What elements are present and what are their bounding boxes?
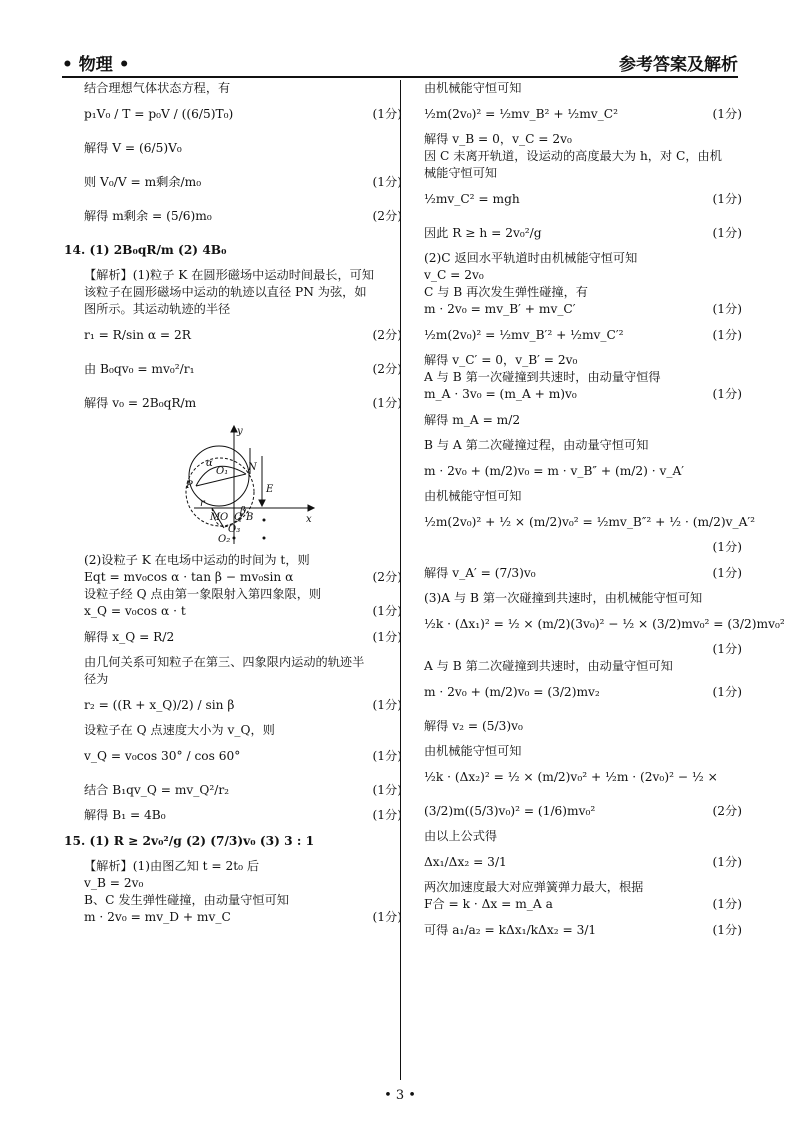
- line-text: 因 C 未离开轨道，设运动的高度最大为 h，对 C，由机: [424, 149, 722, 163]
- right-line: [424, 131, 742, 148]
- left-line: [84, 318, 402, 352]
- left-line: [84, 722, 402, 739]
- line-text: v_B = 2v₀: [84, 876, 144, 890]
- line-text: 图所示。其运动轨迹的半径: [84, 302, 231, 316]
- page-number: • 3 •: [384, 1088, 416, 1103]
- line-text: 设粒子经 Q 点由第一象限射入第四象限，则: [84, 587, 322, 601]
- right-line: [424, 675, 742, 709]
- line-text: 15. (1) R ≥ 2v₀²/g (2) (7/3)v₀ (3) 3 : 1: [64, 834, 315, 848]
- left-line: [84, 386, 402, 420]
- points-label: (1分): [712, 387, 742, 401]
- left-line: [84, 80, 402, 97]
- right-line: [424, 828, 742, 845]
- right-line: [424, 216, 742, 250]
- points-label: (1分): [372, 910, 402, 924]
- field-arrow: [259, 500, 265, 506]
- right-line: [424, 505, 756, 539]
- line-text: B、C 发生弹性碰撞，由动量守恒可知: [84, 893, 289, 907]
- page-header: [62, 46, 738, 78]
- field-dot-3: [233, 537, 235, 539]
- right-line: [424, 896, 742, 913]
- points-label: (1分): [712, 107, 742, 121]
- line-text: 由机械能守恒可知: [424, 81, 522, 95]
- line-text: (3)A 与 B 第一次碰撞到共速时，由机械能守恒可知: [424, 591, 703, 605]
- right-line: [424, 709, 742, 743]
- line-text: r₁ = R/sin α = 2R: [84, 328, 191, 342]
- line-text: 14. (1) 2B₀qR/m (2) 4B₀: [64, 243, 227, 257]
- right-line: [424, 556, 742, 590]
- line-text: 【解析】(1)粒子 K 在圆形磁场中运动时间最长，可知: [84, 268, 375, 282]
- points-label: (2分): [372, 328, 402, 342]
- line-text: B 与 A 第二次碰撞过程，由动量守恒可知: [424, 438, 649, 452]
- line-text: 解得 x_Q = R/2: [84, 630, 175, 644]
- left-line: [84, 165, 402, 199]
- line-text: 该粒子在圆形磁场中运动的轨迹以直径 PN 为弦，如: [84, 285, 367, 299]
- line-text: 解得 v₀ = 2B₀qR/m: [84, 396, 197, 410]
- points-label: (2分): [372, 362, 402, 376]
- left-line: [84, 301, 402, 318]
- line-text: 设粒子在 Q 点速度大小为 v_Q，则: [84, 723, 275, 737]
- line-text: Eqt = mv₀cos α · tan β − mv₀sin α: [84, 570, 294, 584]
- header-title: 参考答案及解析: [619, 55, 738, 75]
- line-text: (2)设粒子 K 在电场中运动的时间为 t，则: [84, 553, 310, 567]
- right-line: [424, 607, 785, 641]
- points-label: (2分): [712, 804, 742, 818]
- label-M: M: [210, 512, 221, 523]
- right-line: [424, 369, 742, 386]
- right-line: [424, 301, 742, 318]
- line-text: C 与 B 再次发生弹性碰撞，有: [424, 285, 588, 299]
- line-text: 结合理想气体状态方程，有: [84, 81, 231, 95]
- label-r: r: [200, 498, 205, 509]
- line-text: A 与 B 第二次碰撞到共速时，由动量守恒可知: [424, 659, 673, 673]
- line-text: p₁V₀ / T = p₀V / ((6/5)T₀): [84, 107, 234, 121]
- line-text: 【解析】(1)由图乙知 t = 2t₀ 后: [84, 859, 260, 873]
- left-line: [84, 909, 402, 926]
- line-text: 械能守恒可知: [424, 166, 498, 180]
- left-line: [84, 620, 402, 654]
- right-line: [424, 352, 742, 369]
- line-text: m_A · 3v₀ = (m_A + m)v₀: [424, 387, 577, 401]
- line-text: A 与 B 第一次碰撞到共速时，由动量守恒得: [424, 370, 661, 384]
- line-text: 解得 v₂ = (5/3)v₀: [424, 719, 523, 733]
- left-line: [84, 671, 402, 688]
- right-line: [424, 590, 742, 607]
- line-text: 可得 a₁/a₂ = kΔx₁/kΔx₂ = 3/1: [424, 923, 597, 937]
- right-column: [424, 80, 785, 947]
- left-line: [84, 284, 402, 301]
- points-label: (2分): [372, 209, 402, 223]
- left-line: [84, 352, 402, 386]
- points-label: (1分): [712, 855, 742, 869]
- line-text: ½m(2v₀)² + ½ × (m/2)v₀² = ½mv_B″² + ½ · (m/2)v_A′²: [424, 515, 756, 529]
- right-line: [424, 743, 742, 760]
- left-line: [84, 131, 402, 165]
- line-text: 解得 B₁ = 4B₀: [84, 808, 166, 822]
- label-E: E: [266, 484, 274, 495]
- points-label: (1分): [712, 328, 742, 342]
- right-line: [424, 250, 742, 267]
- line-text: m · 2v₀ + (m/2)v₀ = (3/2)mv₂: [424, 685, 600, 699]
- points-label: (1分): [712, 566, 742, 580]
- line-text: r₂ = ((R + x_Q)/2) / sin β: [84, 698, 235, 712]
- line-text: 由几何关系可知粒子在第三、四象限内运动的轨迹半: [84, 655, 365, 669]
- points-label: (1分): [372, 175, 402, 189]
- label-x: x: [306, 514, 312, 525]
- left-line: [84, 739, 402, 773]
- points-label: (1分): [372, 698, 402, 712]
- line-text: 由机械能守恒可知: [424, 744, 522, 758]
- line-text: 解得 V = (6/5)V₀: [84, 141, 182, 155]
- field-dot: [263, 519, 265, 521]
- line-text: m · 2v₀ + (m/2)v₀ = m · v_B″ + (m/2) · v_A′: [424, 464, 685, 478]
- left-line: [64, 824, 402, 858]
- line-text: ½mv_C² = mgh: [424, 192, 520, 206]
- points-label: (1分): [712, 302, 742, 316]
- right-line: [424, 80, 742, 97]
- line-text: 解得 v_B = 0，v_C = 2v₀: [424, 132, 572, 146]
- right-line: [424, 182, 742, 216]
- subject-label: • 物理 •: [62, 55, 130, 75]
- points-label: (1分): [372, 107, 402, 121]
- left-column: [64, 80, 402, 926]
- points-label: (1分): [372, 630, 402, 644]
- label-alpha: α: [206, 458, 213, 469]
- line-text: ½m(2v₀)² = ½mv_B² + ½mv_C²: [424, 107, 618, 121]
- line-text: (2)C 返回水平轨道时由机械能守恒可知: [424, 251, 638, 265]
- points-label: (1分): [372, 396, 402, 410]
- left-line: [84, 688, 402, 722]
- label-O1: O₁: [216, 466, 229, 477]
- right-line: [424, 403, 742, 437]
- left-line: [84, 654, 402, 671]
- line-text: 解得 m_A = m/2: [424, 413, 521, 427]
- line-text: 由以上公式得: [424, 829, 498, 843]
- points-label: (1分): [372, 604, 402, 618]
- label-P: P: [186, 480, 193, 491]
- label-Q: Q: [234, 512, 243, 523]
- line-text: 径为: [84, 672, 109, 686]
- left-line: [84, 807, 402, 824]
- label-O3: O₃: [228, 524, 241, 535]
- x-axis-arrow: [308, 505, 314, 511]
- line-text: 解得 v_C′ = 0，v_B′ = 2v₀: [424, 353, 578, 367]
- line-text: 由 B₀qv₀ = mv₀²/r₁: [84, 362, 195, 376]
- line-text: 解得 m剩余 = (5/6)m₀: [84, 209, 212, 223]
- line-text: m · 2v₀ = mv_B′ + mv_C′: [424, 302, 576, 316]
- line-text: Δx₁/Δx₂ = 3/1: [424, 855, 507, 869]
- points-label: (1分): [712, 685, 742, 699]
- left-line: [84, 552, 402, 569]
- right-line: [424, 539, 742, 556]
- line-text: 由机械能守恒可知: [424, 489, 522, 503]
- points-label: (1分): [372, 749, 402, 763]
- left-line: [84, 603, 402, 620]
- label-beta: β: [240, 506, 246, 517]
- left-line: [84, 199, 402, 233]
- points-label: (1分): [372, 783, 402, 797]
- right-line: [424, 267, 742, 284]
- right-line: [424, 760, 742, 794]
- points-label: (1分): [712, 192, 742, 206]
- label-O2: O₂: [218, 534, 231, 545]
- points-label: (2分): [372, 570, 402, 584]
- label-O: O: [220, 512, 229, 523]
- right-line: [424, 913, 742, 947]
- left-line: [84, 97, 402, 131]
- line-text: ½k · (Δx₂)² = ½ × (m/2)v₀² + ½m · (2v₀)² − ½ ×: [424, 770, 718, 784]
- left-line: [84, 892, 402, 909]
- line-text: 则 V₀/V = m剩余/m₀: [84, 175, 202, 189]
- trajectory-diagram: [84, 424, 402, 546]
- right-line: [424, 165, 742, 182]
- label-N: N: [248, 462, 257, 473]
- points-label: (1分): [712, 897, 742, 911]
- right-line: [424, 845, 742, 879]
- label-y: y: [237, 426, 243, 437]
- right-line: [424, 284, 742, 301]
- left-line: [84, 875, 402, 892]
- line-text: 结合 B₁qv_Q = mv_Q²/r₂: [84, 783, 230, 797]
- left-line: [84, 267, 402, 284]
- right-line: [424, 386, 742, 403]
- right-line: [424, 454, 742, 488]
- line-text: ½k · (Δx₁)² = ½ × (m/2)(3v₀)² − ½ × (3/2)mv₀² = (3/2)mv₀²: [424, 617, 785, 631]
- right-line: [424, 641, 742, 658]
- line-text: ½m(2v₀)² = ½mv_B′² + ½mv_C′²: [424, 328, 624, 342]
- line-text: 因此 R ≥ h = 2v₀²/g: [424, 226, 542, 240]
- line-text: v_Q = v₀cos 30° / cos 60°: [84, 749, 241, 763]
- left-line: [84, 569, 402, 586]
- line-text: (3/2)m((5/3)v₀)² = (1/6)mv₀²: [424, 804, 596, 818]
- right-line: [424, 658, 742, 675]
- points-label: (1分): [712, 923, 742, 937]
- points-label: (1分): [712, 642, 742, 656]
- left-line: [84, 773, 402, 807]
- left-line: [84, 858, 402, 875]
- right-line: [424, 879, 742, 896]
- field-dot-2: [263, 537, 265, 539]
- points-label: (1分): [372, 808, 402, 822]
- right-line: [424, 488, 742, 505]
- right-line: [424, 318, 742, 352]
- line-text: m · 2v₀ = mv_D + mv_C: [84, 910, 231, 924]
- right-line: [424, 794, 742, 828]
- points-label: (1分): [712, 540, 742, 554]
- left-line: [84, 586, 402, 603]
- line-text: v_C = 2v₀: [424, 268, 484, 282]
- right-line: [424, 97, 742, 131]
- points-label: (1分): [712, 226, 742, 240]
- magnetic-field-figure: [84, 424, 402, 546]
- line-text: 两次加速度最大对应弹簧弹力最大，根据: [424, 880, 644, 894]
- left-line: [64, 233, 402, 267]
- line-text: F合 = k · Δx = m_A a: [424, 897, 553, 911]
- line-text: 解得 v_A′ = (7/3)v₀: [424, 566, 536, 580]
- label-B: B: [246, 512, 254, 523]
- right-line: [424, 437, 742, 454]
- line-text: x_Q = v₀cos α · t: [84, 604, 186, 618]
- right-line: [424, 148, 742, 165]
